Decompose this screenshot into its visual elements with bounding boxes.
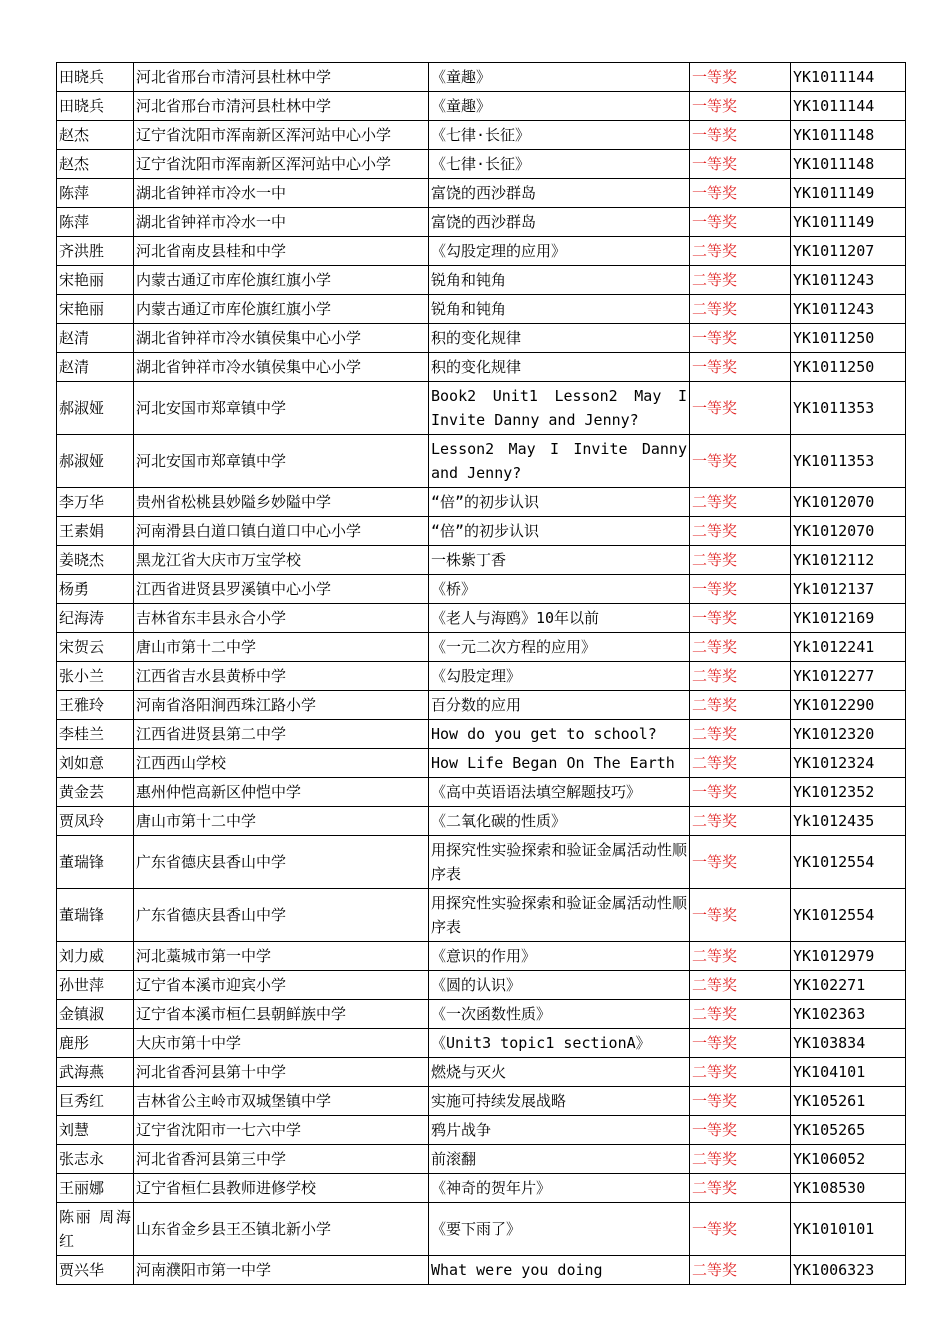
school-cell: 吉林省东丰县永合小学: [134, 604, 429, 633]
school-cell: 辽宁省本溪市迎宾小学: [134, 971, 429, 1000]
table-row: [57, 295, 906, 324]
entry-code-cell: YK102271: [791, 971, 906, 1000]
lesson-title-cell: 《七律·长征》: [429, 121, 690, 150]
table-row: [57, 353, 906, 382]
lesson-title-cell: Lesson2 May I Invite Danny and Jenny?: [429, 435, 690, 488]
teacher-name-cell: 郝淑娅: [57, 435, 134, 488]
teacher-name-cell: 宋艳丽: [57, 295, 134, 324]
entry-code-cell: YK108530: [791, 1174, 906, 1203]
prize-level-cell: 一等奖: [690, 1087, 791, 1116]
entry-code-cell: YK102363: [791, 1000, 906, 1029]
table-row: [57, 778, 906, 807]
prize-level-cell: 二等奖: [690, 720, 791, 749]
entry-code-cell: YK1012320: [791, 720, 906, 749]
teacher-name-cell: 郝淑娅: [57, 382, 134, 435]
entry-code-cell: YK1011149: [791, 208, 906, 237]
prize-level-cell: 一等奖: [690, 179, 791, 208]
table-row: [57, 1203, 906, 1256]
table-row: [57, 1116, 906, 1145]
lesson-title-cell: 《圆的认识》: [429, 971, 690, 1000]
table-row: [57, 179, 906, 208]
prize-level-cell: 二等奖: [690, 942, 791, 971]
entry-code-cell: YK1012352: [791, 778, 906, 807]
prize-level-cell: 一等奖: [690, 575, 791, 604]
teacher-name-cell: 齐洪胜: [57, 237, 134, 266]
prize-level-cell: 二等奖: [690, 1174, 791, 1203]
prize-level-cell: 二等奖: [690, 1256, 791, 1285]
prize-level-cell: 一等奖: [690, 435, 791, 488]
teacher-name-cell: 宋贺云: [57, 633, 134, 662]
prize-level-cell: 一等奖: [690, 889, 791, 942]
table-row: [57, 121, 906, 150]
lesson-title-cell: 《要下雨了》: [429, 1203, 690, 1256]
teacher-name-cell: 贾凤玲: [57, 807, 134, 836]
table-row: [57, 662, 906, 691]
entry-code-cell: YK1011353: [791, 435, 906, 488]
teacher-name-cell: 李万华: [57, 488, 134, 517]
school-cell: 江西省吉水县黄桥中学: [134, 662, 429, 691]
entry-code-cell: YK1012070: [791, 517, 906, 546]
table-row: [57, 971, 906, 1000]
entry-code-cell: YK1011207: [791, 237, 906, 266]
prize-level-cell: 一等奖: [690, 208, 791, 237]
teacher-name-cell: 赵杰: [57, 121, 134, 150]
school-cell: 辽宁省沈阳市浑南新区浑河站中心小学: [134, 150, 429, 179]
prize-level-cell: 二等奖: [690, 633, 791, 662]
entry-code-cell: YK1011353: [791, 382, 906, 435]
lesson-title-cell: 《一元二次方程的应用》: [429, 633, 690, 662]
entry-code-cell: YK103834: [791, 1029, 906, 1058]
entry-code-cell: YK1010101: [791, 1203, 906, 1256]
school-cell: 河北省香河县第三中学: [134, 1145, 429, 1174]
teacher-name-cell: 田晓兵: [57, 63, 134, 92]
lesson-title-cell: How Life Began On The Earth: [429, 749, 690, 778]
prize-level-cell: 二等奖: [690, 749, 791, 778]
table-row: [57, 1174, 906, 1203]
school-cell: 贵州省松桃县妙隘乡妙隘中学: [134, 488, 429, 517]
entry-code-cell: YK1012277: [791, 662, 906, 691]
school-cell: 湖北省钟祥市冷水一中: [134, 208, 429, 237]
school-cell: 河北安国市郑章镇中学: [134, 382, 429, 435]
entry-code-cell: YK106052: [791, 1145, 906, 1174]
table-row: [57, 749, 906, 778]
table-row: [57, 150, 906, 179]
entry-code-cell: YK1011250: [791, 324, 906, 353]
entry-code-cell: YK105265: [791, 1116, 906, 1145]
table-row: [57, 382, 906, 435]
teacher-name-cell: 鹿彤: [57, 1029, 134, 1058]
lesson-title-cell: “倍”的初步认识: [429, 488, 690, 517]
teacher-name-cell: 陈萍: [57, 179, 134, 208]
teacher-name-cell: 黄金芸: [57, 778, 134, 807]
teacher-name-cell: 武海燕: [57, 1058, 134, 1087]
prize-level-cell: 二等奖: [690, 1145, 791, 1174]
table-row: [57, 92, 906, 121]
school-cell: 唐山市第十二中学: [134, 633, 429, 662]
teacher-name-cell: 董瑞锋: [57, 889, 134, 942]
lesson-title-cell: 《老人与海鸥》10年以前: [429, 604, 690, 633]
table-row: [57, 435, 906, 488]
school-cell: 湖北省钟祥市冷水一中: [134, 179, 429, 208]
teacher-name-cell: 田晓兵: [57, 92, 134, 121]
entry-code-cell: Yk1012241: [791, 633, 906, 662]
table-row: [57, 517, 906, 546]
prize-level-cell: 一等奖: [690, 778, 791, 807]
entry-code-cell: YK1012324: [791, 749, 906, 778]
prize-level-cell: 二等奖: [690, 971, 791, 1000]
school-cell: 河北省邢台市清河县杜林中学: [134, 63, 429, 92]
entry-code-cell: YK1012169: [791, 604, 906, 633]
prize-level-cell: 一等奖: [690, 92, 791, 121]
school-cell: 江西省进贤县罗溪镇中心小学: [134, 575, 429, 604]
school-cell: 河北省邢台市清河县杜林中学: [134, 92, 429, 121]
lesson-title-cell: 用探究性实验探索和验证金属活动性顺序表: [429, 836, 690, 889]
table-row: [57, 1145, 906, 1174]
school-cell: 大庆市第十中学: [134, 1029, 429, 1058]
lesson-title-cell: 《勾股定理的应用》: [429, 237, 690, 266]
entry-code-cell: YK1011148: [791, 150, 906, 179]
school-cell: 辽宁省桓仁县教师进修学校: [134, 1174, 429, 1203]
table-row: [57, 208, 906, 237]
teacher-name-cell: 赵清: [57, 324, 134, 353]
lesson-title-cell: 锐角和钝角: [429, 266, 690, 295]
prize-level-cell: 一等奖: [690, 604, 791, 633]
school-cell: 河北省香河县第十中学: [134, 1058, 429, 1087]
entry-code-cell: YK1011250: [791, 353, 906, 382]
entry-code-cell: YK1012290: [791, 691, 906, 720]
entry-code-cell: Yk1012435: [791, 807, 906, 836]
entry-code-cell: YK1006323: [791, 1256, 906, 1285]
prize-level-cell: 一等奖: [690, 324, 791, 353]
teacher-name-cell: 刘力威: [57, 942, 134, 971]
prize-level-cell: 一等奖: [690, 1116, 791, 1145]
prize-level-cell: 二等奖: [690, 662, 791, 691]
entry-code-cell: YK1011144: [791, 92, 906, 121]
awards-table: [56, 62, 906, 1285]
entry-code-cell: YK1012554: [791, 889, 906, 942]
lesson-title-cell: 《意识的作用》: [429, 942, 690, 971]
prize-level-cell: 一等奖: [690, 150, 791, 179]
prize-level-cell: 二等奖: [690, 237, 791, 266]
prize-level-cell: 二等奖: [690, 1000, 791, 1029]
entry-code-cell: YK1011243: [791, 266, 906, 295]
table-row: [57, 836, 906, 889]
lesson-title-cell: Book2 Unit1 Lesson2 May I Invite Danny and Jenny?: [429, 382, 690, 435]
teacher-name-cell: 张小兰: [57, 662, 134, 691]
school-cell: 湖北省钟祥市冷水镇侯集中心小学: [134, 324, 429, 353]
entry-code-cell: YK1012112: [791, 546, 906, 575]
table-row: [57, 324, 906, 353]
table-row: [57, 266, 906, 295]
teacher-name-cell: 金镇淑: [57, 1000, 134, 1029]
lesson-title-cell: 《二氧化碳的性质》: [429, 807, 690, 836]
lesson-title-cell: What were you doing: [429, 1256, 690, 1285]
table-row: [57, 889, 906, 942]
teacher-name-cell: 刘慧: [57, 1116, 134, 1145]
table-row: [57, 575, 906, 604]
prize-level-cell: 二等奖: [690, 517, 791, 546]
lesson-title-cell: 鸦片战争: [429, 1116, 690, 1145]
lesson-title-cell: 《桥》: [429, 575, 690, 604]
prize-level-cell: 二等奖: [690, 691, 791, 720]
lesson-title-cell: 锐角和钝角: [429, 295, 690, 324]
prize-level-cell: 一等奖: [690, 382, 791, 435]
teacher-name-cell: 赵清: [57, 353, 134, 382]
table-row: [57, 633, 906, 662]
teacher-name-cell: 姜晓杰: [57, 546, 134, 575]
teacher-name-cell: 张志永: [57, 1145, 134, 1174]
entry-code-cell: YK1011149: [791, 179, 906, 208]
teacher-name-cell: 纪海涛: [57, 604, 134, 633]
prize-level-cell: 二等奖: [690, 295, 791, 324]
table-row: [57, 546, 906, 575]
school-cell: 广东省德庆县香山中学: [134, 889, 429, 942]
school-cell: 河南滑县白道口镇白道口中心小学: [134, 517, 429, 546]
school-cell: 吉林省公主岭市双城堡镇中学: [134, 1087, 429, 1116]
table-row: [57, 691, 906, 720]
entry-code-cell: YK1011243: [791, 295, 906, 324]
teacher-name-cell: 孙世萍: [57, 971, 134, 1000]
teacher-name-cell: 刘如意: [57, 749, 134, 778]
teacher-name-cell: 李桂兰: [57, 720, 134, 749]
school-cell: 河南濮阳市第一中学: [134, 1256, 429, 1285]
teacher-name-cell: 陈丽 周海红: [57, 1203, 134, 1256]
lesson-title-cell: 燃烧与灭火: [429, 1058, 690, 1087]
prize-level-cell: 一等奖: [690, 1029, 791, 1058]
lesson-title-cell: 富饶的西沙群岛: [429, 179, 690, 208]
lesson-title-cell: 积的变化规律: [429, 324, 690, 353]
school-cell: 广东省德庆县香山中学: [134, 836, 429, 889]
prize-level-cell: 二等奖: [690, 546, 791, 575]
prize-level-cell: 二等奖: [690, 266, 791, 295]
lesson-title-cell: 《神奇的贺年片》: [429, 1174, 690, 1203]
table-row: [57, 720, 906, 749]
entry-code-cell: YK1011148: [791, 121, 906, 150]
prize-level-cell: 一等奖: [690, 353, 791, 382]
prize-level-cell: 一等奖: [690, 1203, 791, 1256]
lesson-title-cell: 《一次函数性质》: [429, 1000, 690, 1029]
lesson-title-cell: 富饶的西沙群岛: [429, 208, 690, 237]
teacher-name-cell: 王雅玲: [57, 691, 134, 720]
lesson-title-cell: 《七律·长征》: [429, 150, 690, 179]
table-row: [57, 63, 906, 92]
lesson-title-cell: 实施可持续发展战略: [429, 1087, 690, 1116]
table-row: [57, 1029, 906, 1058]
entry-code-cell: YK1012979: [791, 942, 906, 971]
entry-code-cell: YK1012070: [791, 488, 906, 517]
teacher-name-cell: 赵杰: [57, 150, 134, 179]
lesson-title-cell: How do you get to school?: [429, 720, 690, 749]
school-cell: 内蒙古通辽市库伦旗红旗小学: [134, 295, 429, 324]
school-cell: 河北藁城市第一中学: [134, 942, 429, 971]
school-cell: 辽宁省沈阳市浑南新区浑河站中心小学: [134, 121, 429, 150]
table-row: [57, 1000, 906, 1029]
table-row: [57, 1058, 906, 1087]
lesson-title-cell: “倍”的初步认识: [429, 517, 690, 546]
lesson-title-cell: 一株紫丁香: [429, 546, 690, 575]
teacher-name-cell: 贾兴华: [57, 1256, 134, 1285]
entry-code-cell: YK1012554: [791, 836, 906, 889]
prize-level-cell: 二等奖: [690, 1058, 791, 1087]
school-cell: 河北安国市郑章镇中学: [134, 435, 429, 488]
prize-level-cell: 二等奖: [690, 807, 791, 836]
prize-level-cell: 一等奖: [690, 121, 791, 150]
school-cell: 内蒙古通辽市库伦旗红旗小学: [134, 266, 429, 295]
school-cell: 惠州仲恺高新区仲恺中学: [134, 778, 429, 807]
lesson-title-cell: 《高中英语语法填空解题技巧》: [429, 778, 690, 807]
table-row: [57, 1256, 906, 1285]
school-cell: 黑龙江省大庆市万宝学校: [134, 546, 429, 575]
teacher-name-cell: 巨秀红: [57, 1087, 134, 1116]
table-row: [57, 1087, 906, 1116]
entry-code-cell: YK105261: [791, 1087, 906, 1116]
teacher-name-cell: 董瑞锋: [57, 836, 134, 889]
teacher-name-cell: 宋艳丽: [57, 266, 134, 295]
prize-level-cell: 一等奖: [690, 836, 791, 889]
table-row: [57, 942, 906, 971]
school-cell: 辽宁省沈阳市一七六中学: [134, 1116, 429, 1145]
prize-level-cell: 二等奖: [690, 488, 791, 517]
school-cell: 河南省洛阳涧西珠江路小学: [134, 691, 429, 720]
entry-code-cell: YK1011144: [791, 63, 906, 92]
entry-code-cell: YK104101: [791, 1058, 906, 1087]
table-row: [57, 807, 906, 836]
lesson-title-cell: 百分数的应用: [429, 691, 690, 720]
lesson-title-cell: 《勾股定理》: [429, 662, 690, 691]
teacher-name-cell: 王丽娜: [57, 1174, 134, 1203]
teacher-name-cell: 杨勇: [57, 575, 134, 604]
teacher-name-cell: 陈萍: [57, 208, 134, 237]
school-cell: 唐山市第十二中学: [134, 807, 429, 836]
lesson-title-cell: 《Unit3 topic1 sectionA》: [429, 1029, 690, 1058]
school-cell: 江西西山学校: [134, 749, 429, 778]
table-row: [57, 488, 906, 517]
lesson-title-cell: 《童趣》: [429, 63, 690, 92]
prize-level-cell: 一等奖: [690, 63, 791, 92]
lesson-title-cell: 《童趣》: [429, 92, 690, 121]
lesson-title-cell: 前滚翻: [429, 1145, 690, 1174]
teacher-name-cell: 王素娟: [57, 517, 134, 546]
table-row: [57, 604, 906, 633]
school-cell: 山东省金乡县王丕镇北新小学: [134, 1203, 429, 1256]
school-cell: 江西省进贤县第二中学: [134, 720, 429, 749]
school-cell: 辽宁省本溪市桓仁县朝鲜族中学: [134, 1000, 429, 1029]
lesson-title-cell: 用探究性实验探索和验证金属活动性顺序表: [429, 889, 690, 942]
entry-code-cell: Yk1012137: [791, 575, 906, 604]
table-row: [57, 237, 906, 266]
school-cell: 湖北省钟祥市冷水镇侯集中心小学: [134, 353, 429, 382]
awards-table-body: [57, 63, 906, 1285]
school-cell: 河北省南皮县桂和中学: [134, 237, 429, 266]
lesson-title-cell: 积的变化规律: [429, 353, 690, 382]
